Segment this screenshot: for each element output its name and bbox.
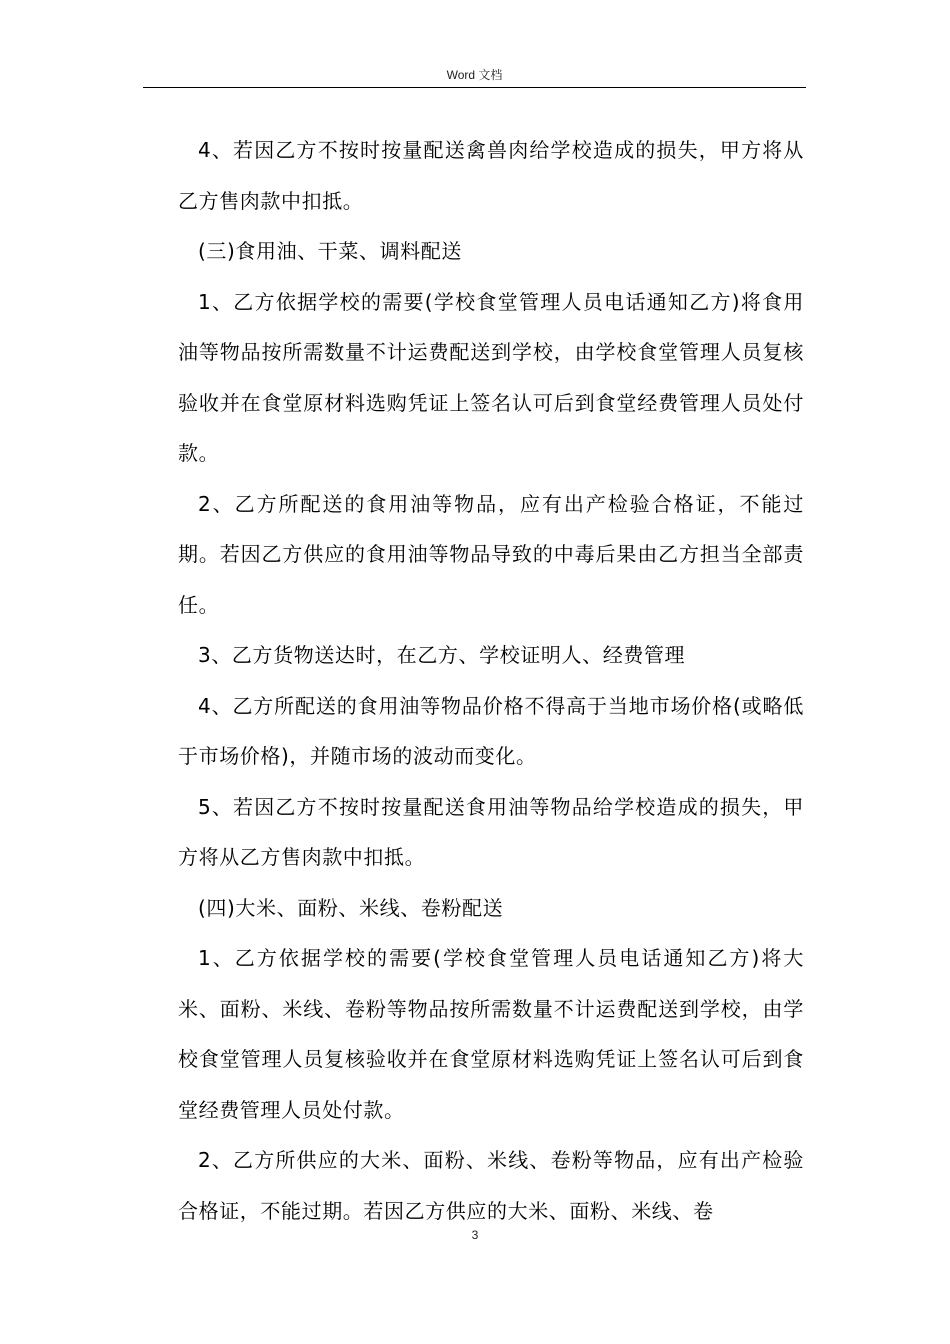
paragraph: 1、乙方依据学校的需要(学校食堂管理人员电话通知乙方)将大米、面粉、米线、卷粉等物品按所需数量不计运费配送到学校，由学校食堂管理人员复核验收并在食堂原材料选购凭证上签名认可后到食堂经费管理人员处付款。 <box>178 946 804 1122</box>
header-divider <box>143 87 806 88</box>
section-heading: (四)大米、面粉、米线、卷粉配送 <box>198 895 504 920</box>
paragraph: 1、乙方依据学校的需要(学校食堂管理人员电话通知乙方)将食用油等物品按所需数量不计运费配送到学校，由学校食堂管理人员复核验收并在食堂原材料选购凭证上签名认可后到食堂经费管理人员处付款。 <box>178 289 804 465</box>
paragraph: 2、乙方所供应的大米、面粉、米线、卷粉等物品，应有出产检验合格证，不能过期。若因乙方供应的大米、面粉、米线、卷 <box>178 1148 804 1223</box>
paragraph: 2、乙方所配送的食用油等物品，应有出产检验合格证，不能过期。若因乙方供应的食用油等物品导致的中毒后果由乙方担当全部责任。 <box>178 491 804 617</box>
document-body <box>178 125 804 1236</box>
section-heading: (三)食用油、干菜、调料配送 <box>198 239 463 263</box>
paragraph: 5、若因乙方不按时按量配送食用油等物品给学校造成的损失，甲方将从乙方售肉款中扣抵。 <box>178 794 804 869</box>
paragraph: 4、乙方所配送的食用油等物品价格不得高于当地市场价格(或略低于市场价格)，并随市场的波动而变化。 <box>178 693 804 768</box>
paragraph: 3、乙方货物送达时，在乙方、学校证明人、经费管理 <box>198 643 686 667</box>
page-number: 3 <box>471 1228 479 1242</box>
page-header: Word 文档 <box>446 68 503 82</box>
paragraph: 4、若因乙方不按时按量配送禽兽肉给学校造成的损失，甲方将从乙方售肉款中扣抵。 <box>178 138 804 213</box>
